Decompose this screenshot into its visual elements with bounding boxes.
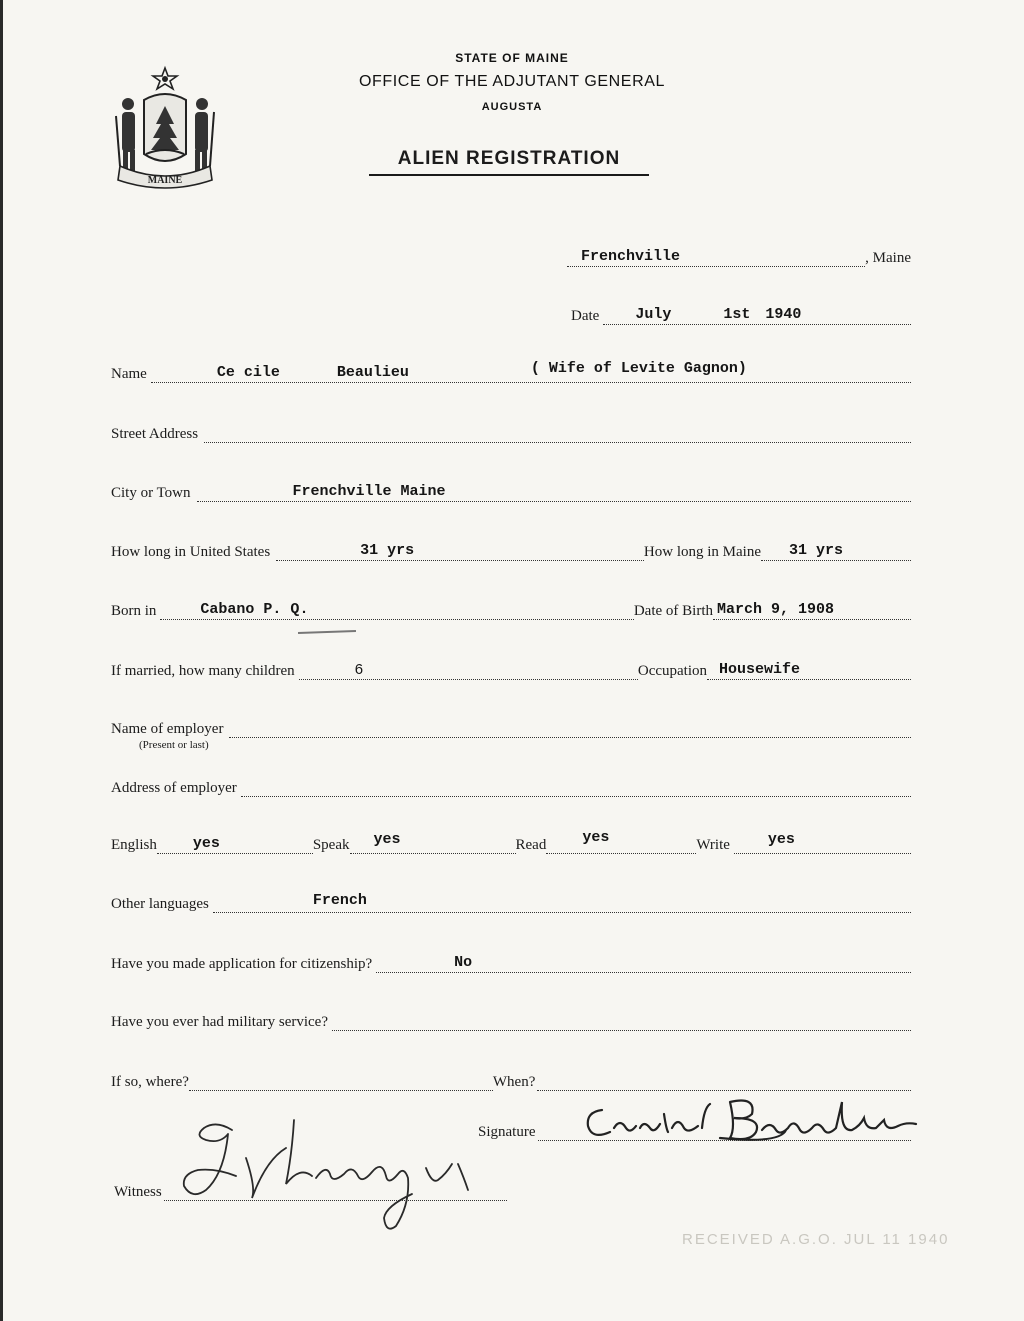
occupation-label: Occupation — [637, 663, 707, 679]
received-stamp: RECEIVED A.G.O. JUL 11 1940 — [682, 1231, 950, 1248]
employer-address-field[interactable] — [241, 780, 911, 797]
employer-address-row — [111, 780, 911, 797]
military-label: Have you ever had military service? — [111, 1014, 328, 1030]
name-note: ( Wife of Levite Gagnon) — [530, 360, 747, 377]
born-field[interactable] — [160, 603, 633, 620]
other-languages-label: Other languages — [111, 896, 209, 912]
language-row — [111, 829, 911, 854]
other-languages-value: French — [312, 892, 367, 909]
witness-signature — [176, 1114, 476, 1234]
city-heading: AUGUSTA — [481, 101, 543, 113]
how-long-us-field[interactable] — [276, 544, 644, 561]
how-long-row — [111, 544, 911, 561]
date-year: 1940 — [765, 306, 802, 323]
employer-label: Name of employer — [111, 721, 224, 737]
state-heading: STATE OF MAINE — [455, 51, 569, 65]
city-field[interactable] — [197, 485, 911, 502]
speak-field[interactable] — [350, 831, 516, 854]
name-last: Beaulieu — [336, 364, 409, 381]
date-field[interactable] — [603, 308, 911, 325]
name-row — [111, 360, 911, 383]
page-title: ALIEN REGISTRATION — [369, 148, 649, 176]
born-value: Cabano P. Q. — [200, 601, 309, 618]
office-heading: OFFICE OF THE ADJUTANT GENERAL — [358, 73, 666, 90]
military-field[interactable] — [332, 1014, 911, 1031]
how-long-maine-field[interactable] — [761, 544, 911, 561]
how-long-maine-label: How long in Maine — [643, 544, 761, 560]
date-month: July — [635, 306, 672, 323]
place-label: , Maine — [865, 250, 911, 266]
street-field[interactable] — [204, 426, 911, 443]
citizenship-row — [111, 956, 911, 973]
street-row — [111, 426, 911, 443]
date-row — [571, 308, 911, 325]
other-languages-field[interactable] — [213, 892, 911, 913]
speak-label: Speak — [312, 837, 350, 853]
children-label: If married, how many children — [111, 663, 295, 679]
children-row — [111, 663, 911, 680]
pencil-underline — [298, 630, 356, 634]
employer-row — [111, 721, 911, 738]
seal-motto: MAINE — [147, 175, 183, 186]
children-field[interactable] — [299, 663, 638, 680]
when-label: When? — [492, 1074, 536, 1090]
employer-sublabel: (Present or last) — [139, 739, 209, 751]
name-label: Name — [111, 366, 147, 382]
name-field[interactable] — [151, 360, 911, 383]
date-day: 1st — [723, 306, 751, 323]
military-row — [111, 1014, 911, 1031]
name-first: Ce cile — [216, 364, 280, 381]
english-label: English — [111, 837, 157, 853]
write-value: yes — [767, 831, 795, 848]
applicant-signature — [580, 1088, 920, 1148]
scan-edge — [0, 0, 3, 1321]
where-label: If so, where? — [111, 1074, 189, 1090]
how-long-maine-value: 31 yrs — [789, 542, 844, 559]
how-long-us-label: How long in United States — [111, 544, 271, 560]
date-label: Date — [571, 308, 600, 324]
place-field[interactable] — [567, 250, 865, 267]
dob-value: March 9, 1908 — [717, 601, 835, 618]
place-row — [567, 250, 911, 267]
witness-label: Witness — [114, 1184, 162, 1200]
city-row — [111, 485, 911, 502]
employer-address-label: Address of employer — [111, 780, 237, 796]
other-languages-row — [111, 892, 911, 913]
citizenship-field[interactable] — [376, 956, 911, 973]
born-label: Born in — [111, 603, 157, 619]
where-field[interactable] — [189, 1074, 493, 1091]
dob-label: Date of Birth — [633, 603, 713, 619]
english-value: yes — [192, 835, 220, 852]
write-field[interactable] — [734, 831, 911, 854]
place-value: Frenchville — [581, 248, 681, 265]
city-label: City or Town — [111, 485, 191, 501]
children-value: 6 — [354, 661, 364, 678]
city-value: Frenchville Maine — [292, 483, 446, 500]
read-field[interactable] — [546, 829, 696, 854]
read-label: Read — [515, 837, 547, 853]
employer-field[interactable] — [229, 721, 911, 738]
read-value: yes — [582, 829, 610, 846]
occupation-field[interactable] — [707, 663, 911, 680]
signature-label: Signature — [478, 1124, 536, 1140]
speak-value: yes — [373, 831, 401, 848]
english-field[interactable] — [157, 837, 313, 854]
how-long-us-value: 31 yrs — [360, 542, 415, 559]
born-row — [111, 603, 911, 620]
street-label: Street Address — [111, 426, 199, 442]
write-label: Write — [696, 837, 730, 853]
citizenship-value: No — [454, 954, 473, 971]
occupation-value: Housewife — [719, 661, 801, 678]
dob-field[interactable] — [713, 603, 911, 620]
citizenship-label: Have you made application for citizenship? — [111, 956, 373, 972]
